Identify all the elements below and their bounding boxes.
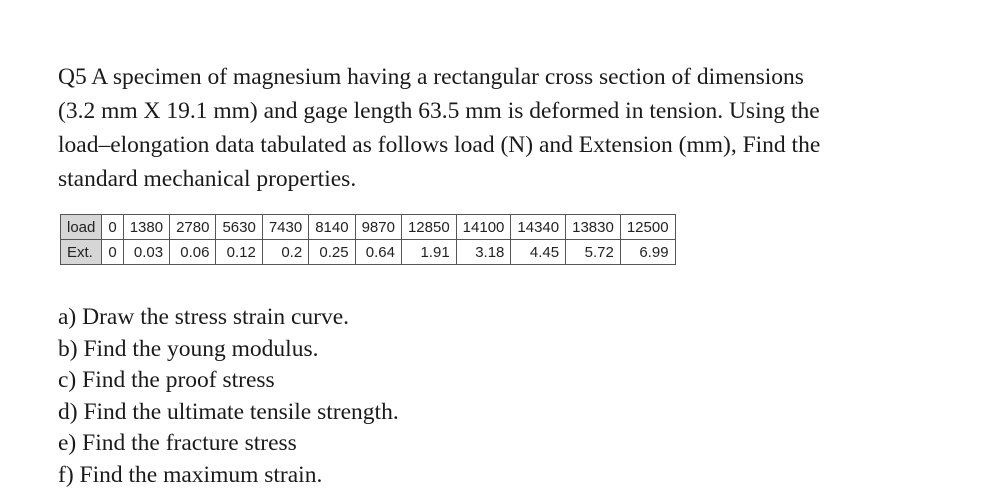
problem-line: load–elongation data tabulated as follows load (N) and Extension (mm), Find the	[58, 132, 821, 158]
load-cell: 14100	[456, 215, 511, 240]
task-item: c) Find the proof stress	[58, 367, 275, 393]
load-cell: 1380	[123, 215, 169, 240]
extension-cell: 3.18	[456, 240, 511, 265]
table-row-load	[61, 215, 676, 240]
row-header-load: load	[61, 215, 102, 240]
problem-line: (3.2 mm X 19.1 mm) and gage length 63.5 mm is deformed in tension. Using the	[58, 98, 820, 124]
extension-cell: 5.72	[566, 240, 621, 265]
extension-cell: 0.03	[123, 240, 169, 265]
extension-cell: 0.2	[262, 240, 308, 265]
load-cell: 14340	[511, 215, 566, 240]
task-item: e) Find the fracture stress	[58, 430, 297, 456]
extension-cell: 0.25	[309, 240, 355, 265]
problem-line: standard mechanical properties.	[58, 166, 357, 192]
load-cell: 13830	[566, 215, 621, 240]
task-list	[58, 302, 399, 491]
table-row-extension	[61, 240, 676, 265]
load-cell: 12850	[401, 215, 456, 240]
extension-cell: 1.91	[401, 240, 456, 265]
task-item: d) Find the ultimate tensile strength.	[58, 398, 399, 425]
task-item: a) Draw the stress strain curve.	[58, 304, 350, 330]
load-cell: 8140	[309, 215, 355, 240]
extension-cell: 0	[102, 240, 123, 265]
load-cell: 0	[102, 215, 123, 240]
task-item: b) Find the young modulus.	[58, 335, 319, 362]
extension-cell: 0.64	[355, 240, 401, 265]
problem-statement	[58, 60, 958, 196]
problem-line: Q5 A specimen of magnesium having a rectangular cross section of dimensions	[58, 64, 804, 90]
extension-cell: 6.99	[620, 240, 675, 265]
extension-cell: 0.12	[216, 240, 262, 265]
load-cell: 2780	[170, 215, 216, 240]
load-cell: 9870	[355, 215, 401, 240]
extension-cell: 0.06	[170, 240, 216, 265]
extension-cell: 4.45	[511, 240, 566, 265]
load-extension-table	[60, 214, 676, 265]
task-item: f) Find the maximum strain.	[58, 461, 323, 488]
load-cell: 5630	[216, 215, 262, 240]
load-cell: 12500	[620, 215, 675, 240]
row-header-extension: Ext.	[61, 240, 102, 265]
load-cell: 7430	[262, 215, 308, 240]
